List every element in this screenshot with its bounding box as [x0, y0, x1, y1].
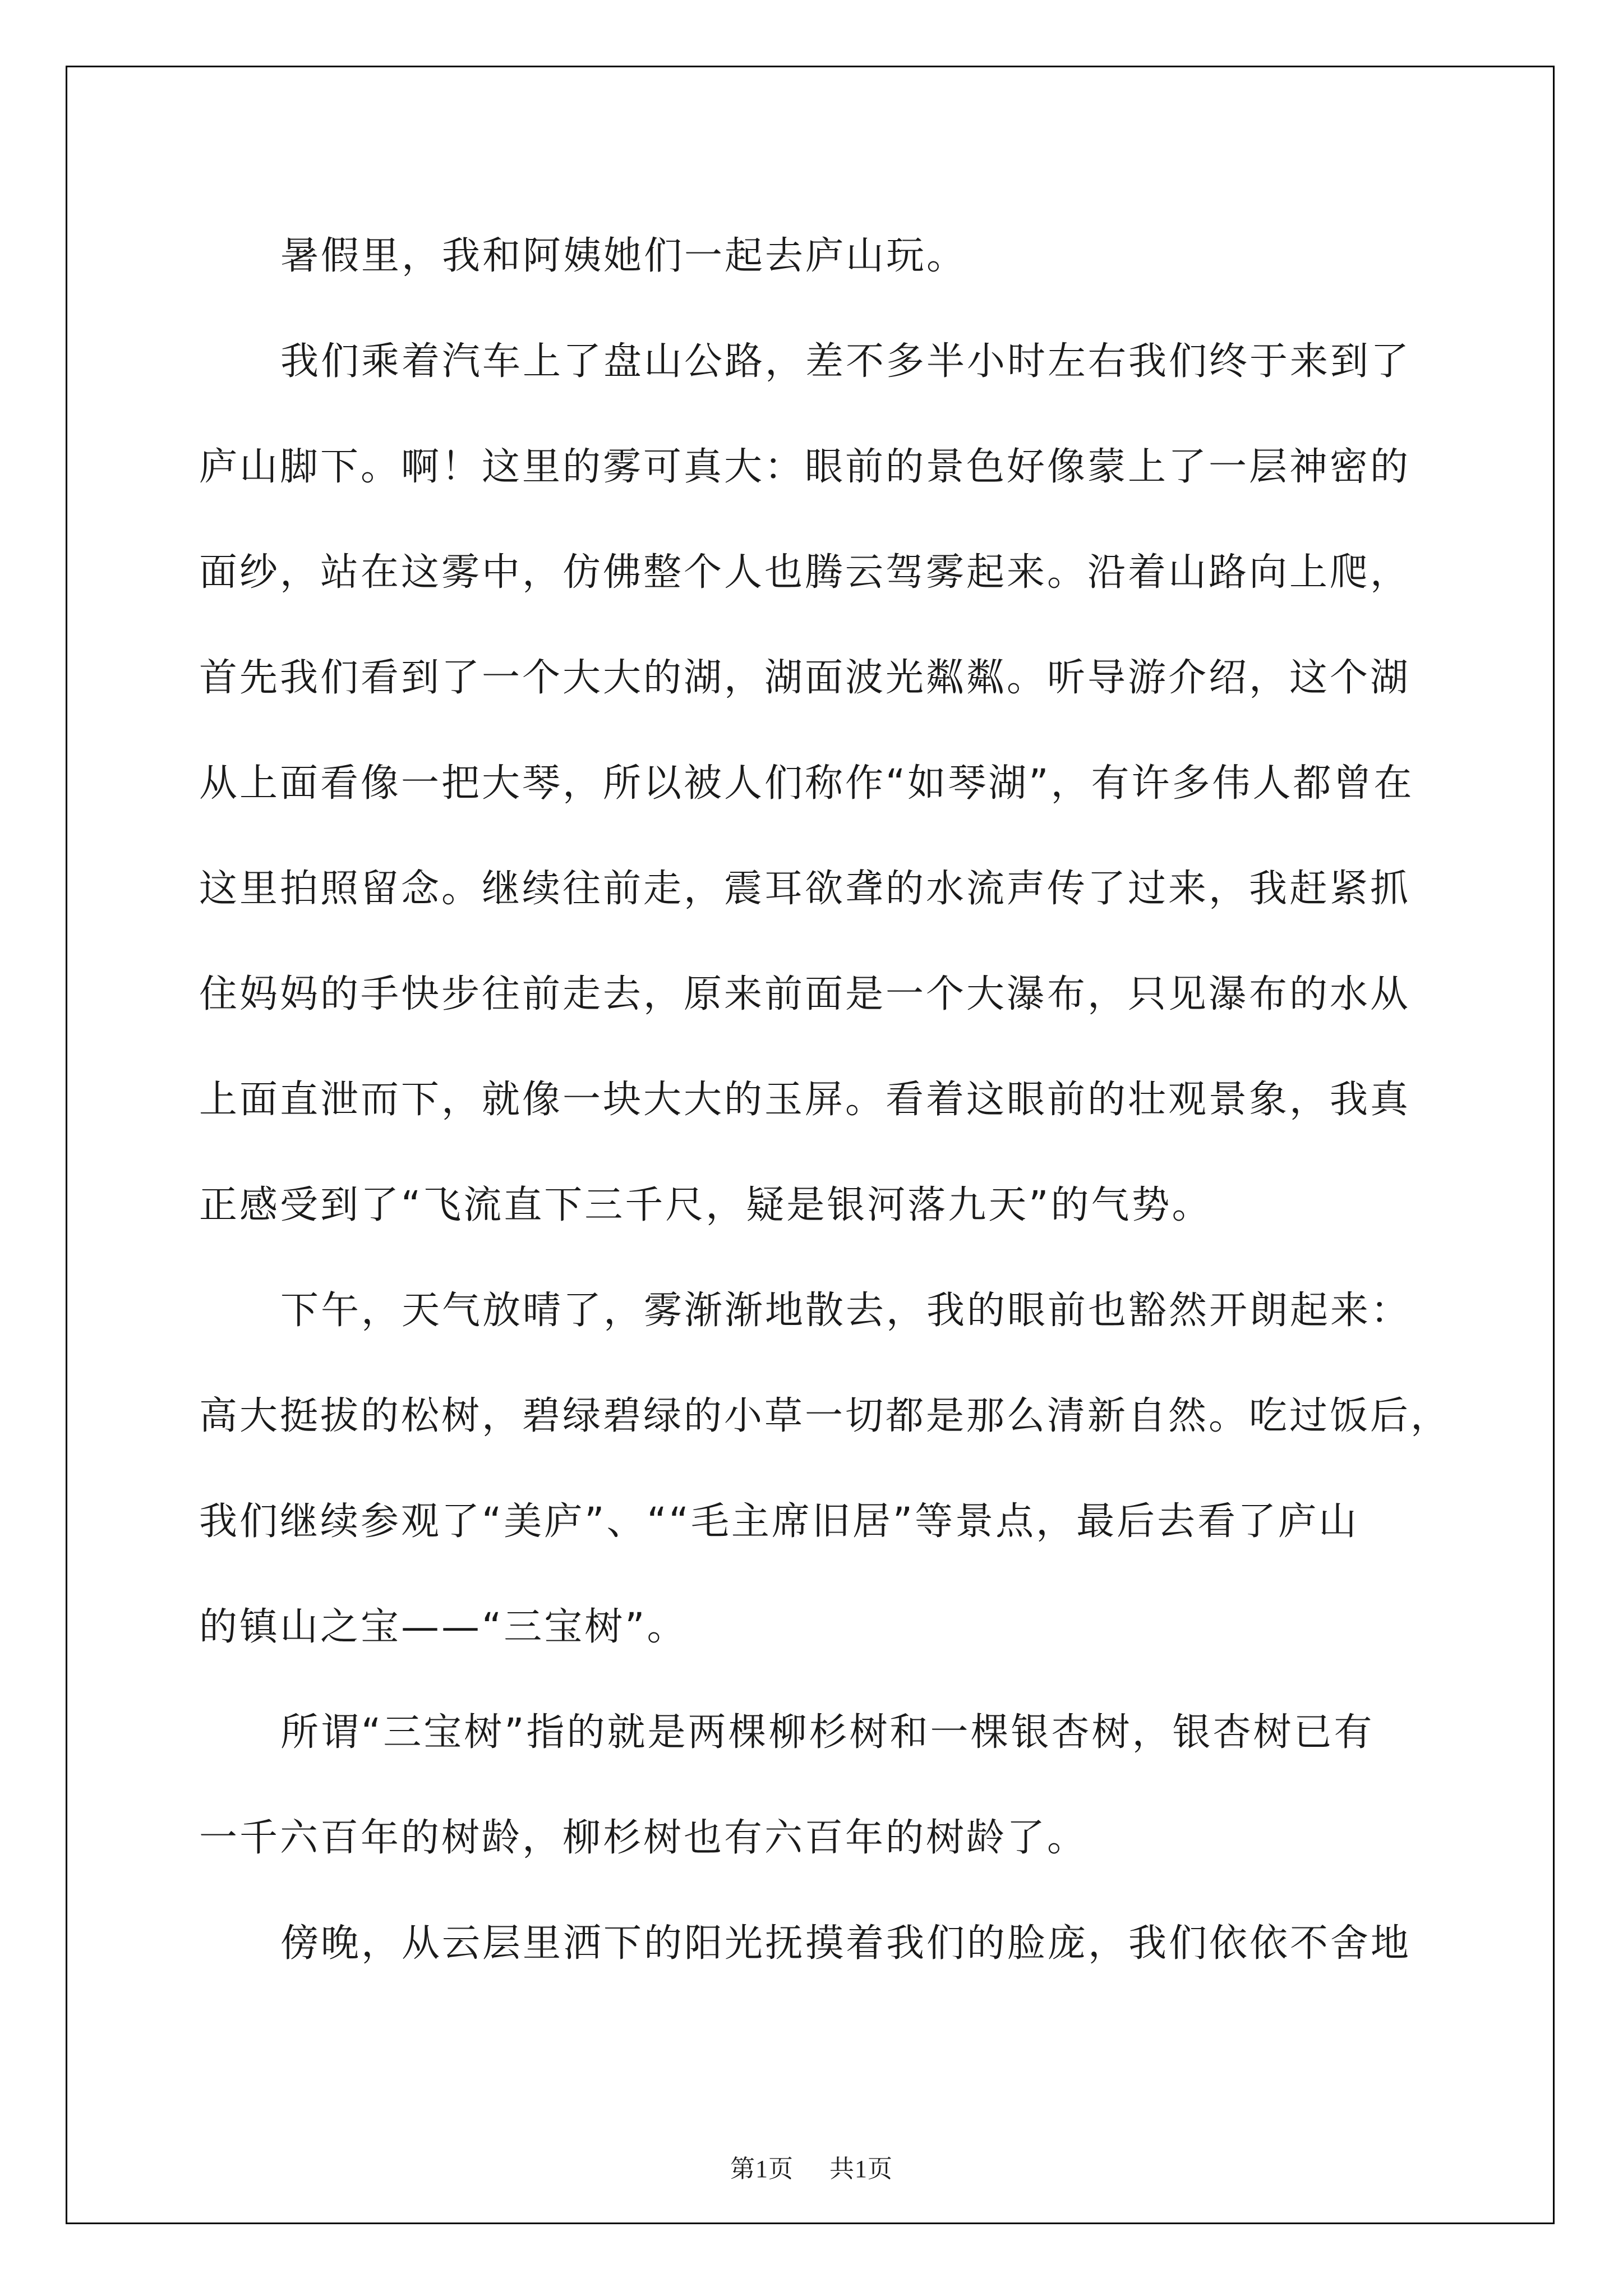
text-line: 高大挺拔的松树，碧绿碧绿的小草一切都是那么清新自然。吃过饭后， [199, 1394, 1451, 1438]
paragraph [199, 204, 1433, 309]
text-line: 上面直泄而下，就像一块大大的玉屏。看着这眼前的壮观景象，我真 [199, 1078, 1411, 1122]
text-line: 一千六百年的树龄，柳杉树也有六百年的树龄了。 [199, 1816, 1088, 1860]
text-line: 面纱，站在这雾中，仿佛整个人也腾云驾雾起来。沿着山路向上爬， [199, 550, 1411, 595]
text-line: 暑假里，我和阿姨她们一起去庐山玩。 [280, 234, 967, 278]
paragraph [199, 309, 1433, 1258]
page-count: 共1页 [829, 2155, 893, 2183]
text-line: 傍晚，从云层里洒下的阳光抚摸着我们的脸庞，我们依依不舍地 [280, 1921, 1412, 1966]
text-line: 住妈妈的手快步往前走去，原来前面是一个大瀑布，只见瀑布的水从 [199, 972, 1411, 1016]
page-number: 第1页 [730, 2155, 794, 2183]
text-line: 这里拍照留念。继续往前走，震耳欲聋的水流声传了过来，我赶紧抓 [199, 867, 1411, 911]
text-line: 庐山脚下。啊！这里的雾可真大：眼前的景色好像蒙上了一层神密的 [199, 445, 1411, 489]
document-body [199, 204, 1451, 1996]
text-line: 我们继续参观了“美庐”、““毛主席旧居”等景点，最后去看了庐山 [199, 1499, 1359, 1544]
text-line: 下午，天气放晴了，雾渐渐地散去，我的眼前也豁然开朗起来： [280, 1289, 1412, 1333]
paragraph [199, 1891, 1433, 1996]
text-line: 所谓“三宝树”指的就是两棵柳杉树和一棵银杏树，银杏树已有 [280, 1710, 1375, 1755]
text-line: 从上面看像一把大琴，所以被人们称作“如琴湖”，有许多伟人都曾在 [199, 761, 1414, 806]
text-line: 正感受到了“飞流直下三千尺，疑是银河落九天”的气势。 [199, 1183, 1212, 1227]
text-line: 首先我们看到了一个大大的湖，湖面波光粼粼。听导游介绍，这个湖 [199, 656, 1411, 700]
page-footer [0, 2148, 1623, 2184]
paragraph [199, 1680, 1433, 1891]
text-line: 的镇山之宝——“三宝树”。 [199, 1605, 688, 1649]
text-line: 我们乘着汽车上了盘山公路，差不多半小时左右我们终于来到了 [280, 339, 1412, 384]
paragraph [199, 1258, 1451, 1680]
